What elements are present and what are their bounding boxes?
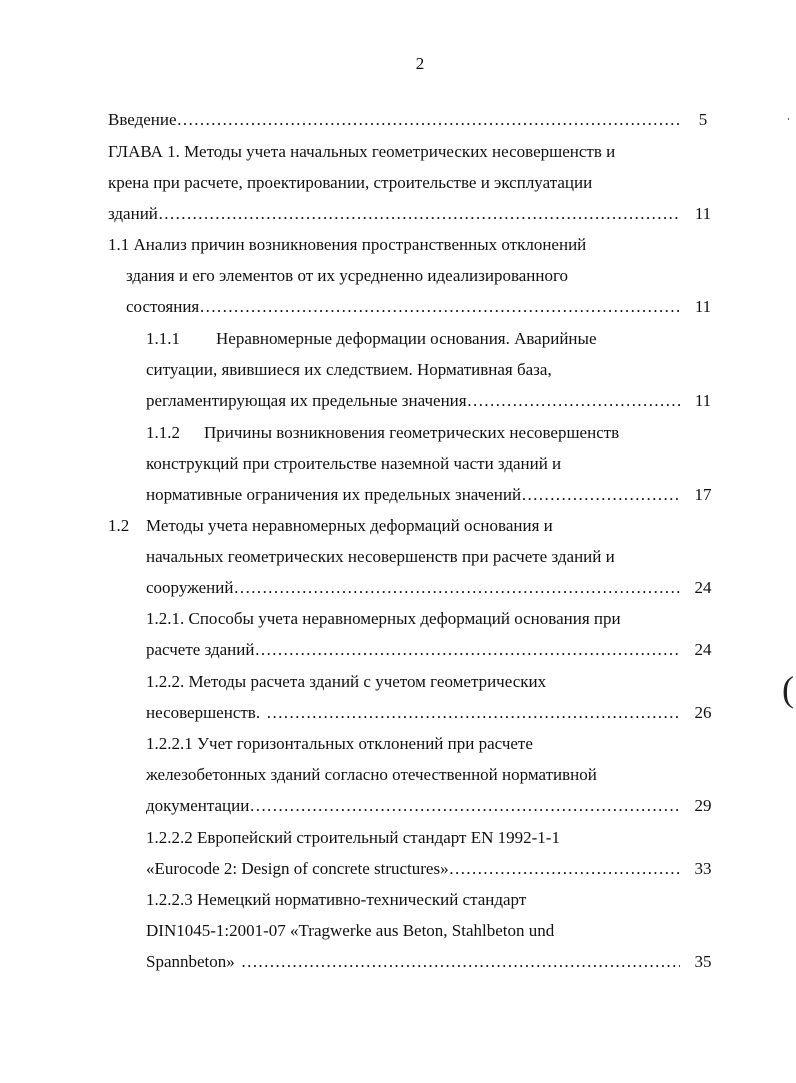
toc-page-number: 11 (694, 297, 712, 316)
toc-leader-dots (266, 701, 680, 725)
toc-title: Spannbeton» (146, 952, 235, 971)
toc-subsection-title[interactable]: Неравномерные деформации основания. Аварийные (216, 329, 597, 348)
toc-leader-dots (233, 576, 680, 600)
toc-entry-intro[interactable] (108, 108, 680, 132)
toc-subsubsection-title[interactable]: 1.2.2.3 Немецкий нормативно-технический стандарт (146, 890, 527, 909)
toc-entry-1-1[interactable] (126, 295, 680, 319)
toc-page-number: 17 (694, 485, 712, 504)
toc-page-number: 24 (694, 640, 712, 659)
toc-subsection-number: 1.1.1 (146, 329, 180, 348)
toc-title: нормативные ограничения их предельных значений (146, 485, 522, 504)
toc-leader-dots (249, 794, 680, 818)
toc-entry-1-2-2-3[interactable] (146, 950, 680, 974)
page-number: 2 (415, 54, 425, 73)
toc-entry-1-2-2-2[interactable] (146, 857, 680, 881)
toc-entry-1-1-1[interactable] (146, 389, 680, 413)
toc-subsubsection-title[interactable]: 1.2.2.1 Учет горизонтальных отклонений при расчете (146, 734, 533, 753)
toc-page-number: 11 (694, 204, 712, 223)
toc-subsubsection-title-cont[interactable]: железобетонных зданий согласно отечественной нормативной (146, 765, 597, 784)
toc-entry-1-2-2[interactable] (146, 701, 680, 725)
toc-title: документации (146, 796, 250, 815)
toc-chapter-title-cont[interactable]: крена при расчете, проектировании, строительстве и эксплуатации (108, 173, 593, 192)
toc-subsection-title[interactable]: 1.2.2. Методы расчета зданий с учетом геометрических (146, 672, 547, 691)
toc-title: сооружений (146, 578, 234, 597)
toc-entry-1-2[interactable] (146, 576, 680, 600)
toc-title: «Eurocode 2: Design of concrete structures» (146, 859, 449, 878)
toc-subsubsection-title[interactable]: 1.2.2.2 Европейский строительный стандарт EN 1992-1-1 (146, 828, 560, 847)
toc-page-number: 26 (694, 703, 712, 722)
toc-subsection-title[interactable]: 1.2.1. Способы учета неравномерных деформаций основания при (146, 609, 621, 628)
toc-page-number: 35 (694, 952, 712, 971)
toc-entry-1-1-2[interactable] (146, 483, 680, 507)
toc-title: несовершенств. (146, 703, 261, 722)
toc-leader-dots (521, 483, 680, 507)
toc-chapter-title[interactable]: ГЛАВА 1. Методы учета начальных геометрических несовершенств и (108, 142, 616, 161)
toc-title: расчете зданий (146, 640, 255, 659)
toc-section-title-cont[interactable]: начальных геометрических несовершенств при расчете зданий и (146, 547, 615, 566)
toc-entry-1-2-2-1[interactable] (146, 794, 680, 818)
toc-subsection-title[interactable]: Причины возникновения геометрических несовершенств (204, 423, 620, 442)
toc-entry-chapter-1[interactable] (108, 202, 680, 226)
toc-leader-dots (158, 202, 680, 226)
toc-title: регламентирующая их предельные значения (146, 391, 467, 410)
toc-section-number: 1.2 (108, 516, 130, 535)
toc-title: Введение (108, 110, 177, 129)
toc-leader-dots (177, 108, 680, 132)
toc-subsubsection-title-cont[interactable]: DIN1045-1:2001-07 «Tragwerke aus Beton, Stahlbeton und (146, 921, 555, 940)
toc-leader-dots (449, 857, 680, 881)
toc-entry-1-2-1[interactable] (146, 638, 680, 662)
toc-page-number: 29 (694, 796, 712, 815)
toc-subsection-title-cont[interactable]: конструкций при строительстве наземной части зданий и (146, 454, 562, 473)
toc-section-title-cont[interactable]: здания и его элементов от их усредненно идеализированного (126, 266, 569, 285)
toc-page-number: 5 (698, 110, 708, 129)
scan-mark: ˌ (786, 106, 791, 121)
toc-leader-dots (241, 950, 680, 974)
toc-leader-dots (467, 389, 680, 413)
toc-page-number: 11 (694, 391, 712, 410)
toc-subsection-number: 1.1.2 (146, 423, 180, 442)
toc-subsection-title-cont[interactable]: ситуации, явившиеся их следствием. Нормативная база, (146, 360, 552, 379)
toc-page-number: 24 (694, 578, 712, 597)
scan-bracket-mark: ( (782, 669, 794, 709)
toc-title: состояния (126, 297, 200, 316)
toc-leader-dots (254, 638, 680, 662)
toc-page-number: 33 (694, 859, 712, 878)
toc-title: зданий (108, 204, 158, 223)
toc-section-title[interactable]: Методы учета неравномерных деформаций основания и (146, 516, 553, 535)
toc-section-title[interactable]: 1.1 Анализ причин возникновения пространственных отклонений (108, 235, 587, 254)
toc-leader-dots (199, 295, 680, 319)
